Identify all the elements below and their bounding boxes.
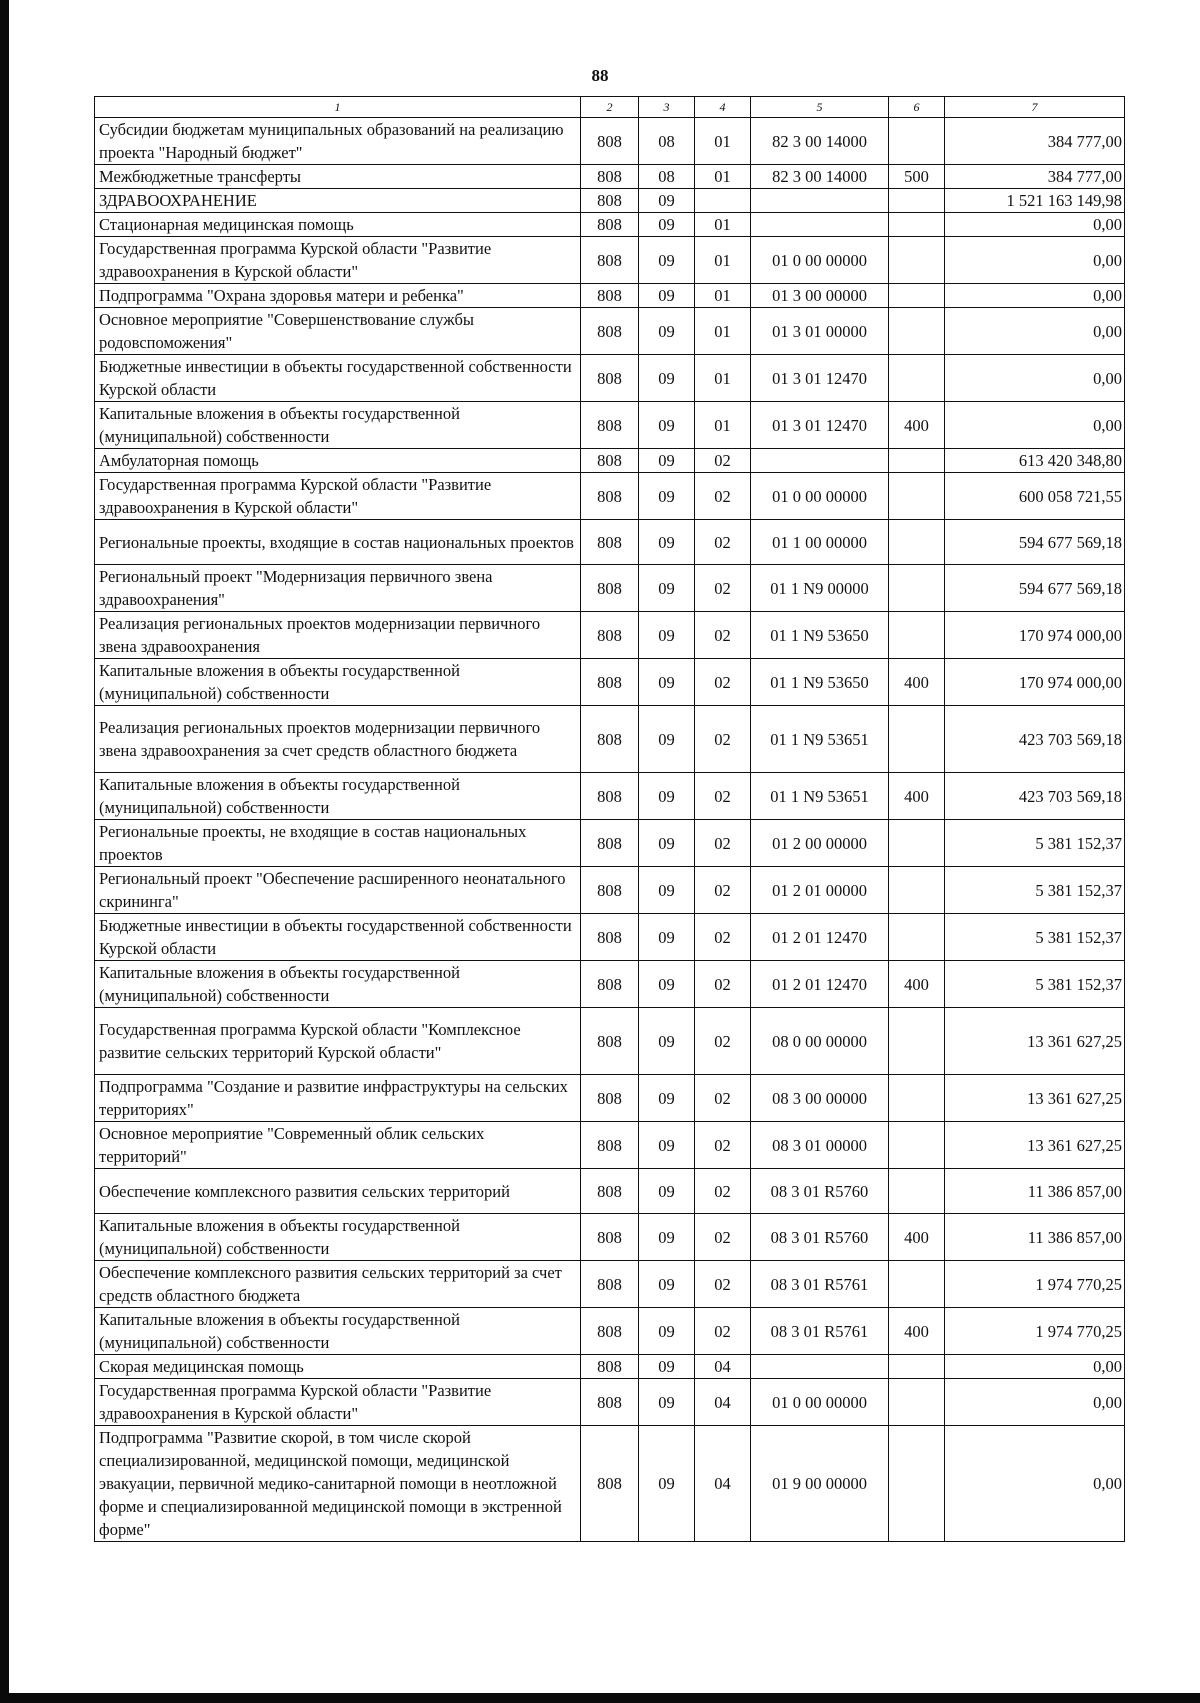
scan-edge-bottom xyxy=(0,1693,1200,1703)
ministry-code: 808 xyxy=(581,1355,639,1379)
table-row xyxy=(95,1169,1125,1214)
table-row xyxy=(95,565,1125,612)
amount: 170 974 000,00 xyxy=(945,659,1125,706)
target-article-code: 01 1 00 00000 xyxy=(751,520,889,565)
section-code: 09 xyxy=(639,1355,695,1379)
ministry-code: 808 xyxy=(581,961,639,1008)
table-row xyxy=(95,118,1125,165)
subsection-code: 01 xyxy=(695,237,751,284)
target-article-code: 08 3 01 R5760 xyxy=(751,1169,889,1214)
ministry-code: 808 xyxy=(581,118,639,165)
amount: 0,00 xyxy=(945,402,1125,449)
section-code: 09 xyxy=(639,473,695,520)
section-code: 09 xyxy=(639,213,695,237)
subsection-code: 01 xyxy=(695,355,751,402)
section-code: 09 xyxy=(639,189,695,213)
ministry-code: 808 xyxy=(581,565,639,612)
section-code: 09 xyxy=(639,773,695,820)
row-name: Межбюджетные трансферты xyxy=(95,165,581,189)
table-row xyxy=(95,449,1125,473)
target-article-code: 01 1 N9 53651 xyxy=(751,706,889,773)
ministry-code: 808 xyxy=(581,1379,639,1426)
ministry-code: 808 xyxy=(581,914,639,961)
table-row xyxy=(95,612,1125,659)
expense-type-code xyxy=(889,189,945,213)
subsection-code: 04 xyxy=(695,1379,751,1426)
row-name: Региональный проект "Модернизация первичного звена здравоохранения" xyxy=(95,565,581,612)
row-name: ЗДРАВООХРАНЕНИЕ xyxy=(95,189,581,213)
table-row xyxy=(95,1426,1125,1542)
subsection-code: 04 xyxy=(695,1426,751,1542)
amount: 600 058 721,55 xyxy=(945,473,1125,520)
target-article-code: 01 2 01 00000 xyxy=(751,867,889,914)
target-article-code: 01 3 01 12470 xyxy=(751,402,889,449)
expense-type-code xyxy=(889,820,945,867)
target-article-code: 08 3 01 R5761 xyxy=(751,1261,889,1308)
table-row xyxy=(95,1355,1125,1379)
expense-type-code xyxy=(889,355,945,402)
expense-type-code: 400 xyxy=(889,961,945,1008)
section-code: 09 xyxy=(639,1169,695,1214)
target-article-code: 01 3 00 00000 xyxy=(751,284,889,308)
expense-type-code xyxy=(889,1075,945,1122)
expense-type-code xyxy=(889,473,945,520)
amount: 170 974 000,00 xyxy=(945,612,1125,659)
subsection-code: 01 xyxy=(695,308,751,355)
column-number: 6 xyxy=(889,97,945,118)
row-name: Амбулаторная помощь xyxy=(95,449,581,473)
section-code: 09 xyxy=(639,961,695,1008)
ministry-code: 808 xyxy=(581,820,639,867)
section-code: 09 xyxy=(639,1122,695,1169)
expense-type-code xyxy=(889,867,945,914)
amount: 0,00 xyxy=(945,237,1125,284)
target-article-code: 01 1 N9 53650 xyxy=(751,612,889,659)
amount: 384 777,00 xyxy=(945,165,1125,189)
target-article-code: 01 9 00 00000 xyxy=(751,1426,889,1542)
expense-type-code xyxy=(889,1008,945,1075)
amount: 5 381 152,37 xyxy=(945,961,1125,1008)
subsection-code: 02 xyxy=(695,1008,751,1075)
subsection-code: 02 xyxy=(695,961,751,1008)
amount: 0,00 xyxy=(945,1379,1125,1426)
section-code: 09 xyxy=(639,612,695,659)
section-code: 09 xyxy=(639,1214,695,1261)
subsection-code: 02 xyxy=(695,1261,751,1308)
subsection-code: 04 xyxy=(695,1355,751,1379)
row-name: Подпрограмма "Создание и развитие инфраструктуры на сельских территориях" xyxy=(95,1075,581,1122)
table-row xyxy=(95,1008,1125,1075)
subsection-code: 02 xyxy=(695,773,751,820)
table-row xyxy=(95,473,1125,520)
target-article-code: 01 1 N9 00000 xyxy=(751,565,889,612)
amount: 423 703 569,18 xyxy=(945,773,1125,820)
target-article-code: 82 3 00 14000 xyxy=(751,118,889,165)
table-row xyxy=(95,773,1125,820)
page-number: 88 xyxy=(591,66,609,85)
budget-table xyxy=(94,96,1125,1542)
ministry-code: 808 xyxy=(581,1008,639,1075)
section-code: 09 xyxy=(639,402,695,449)
target-article-code: 01 2 01 12470 xyxy=(751,961,889,1008)
amount: 384 777,00 xyxy=(945,118,1125,165)
ministry-code: 808 xyxy=(581,1169,639,1214)
ministry-code: 808 xyxy=(581,612,639,659)
subsection-code: 02 xyxy=(695,473,751,520)
ministry-code: 808 xyxy=(581,237,639,284)
target-article-code: 01 2 00 00000 xyxy=(751,820,889,867)
table-row xyxy=(95,1308,1125,1355)
expense-type-code: 400 xyxy=(889,402,945,449)
target-article-code: 08 0 00 00000 xyxy=(751,1008,889,1075)
expense-type-code xyxy=(889,914,945,961)
table-row xyxy=(95,914,1125,961)
amount: 5 381 152,37 xyxy=(945,914,1125,961)
subsection-code: 02 xyxy=(695,820,751,867)
subsection-code: 01 xyxy=(695,402,751,449)
subsection-code: 01 xyxy=(695,165,751,189)
expense-type-code xyxy=(889,213,945,237)
row-name: Региональный проект "Обеспечение расширенного неонатального скрининга" xyxy=(95,867,581,914)
target-article-code xyxy=(751,449,889,473)
subsection-code: 02 xyxy=(695,659,751,706)
target-article-code: 01 0 00 00000 xyxy=(751,473,889,520)
table-row xyxy=(95,706,1125,773)
column-number: 4 xyxy=(695,97,751,118)
ministry-code: 808 xyxy=(581,189,639,213)
ministry-code: 808 xyxy=(581,1261,639,1308)
row-name: Капитальные вложения в объекты государственной (муниципальной) собственности xyxy=(95,402,581,449)
subsection-code: 02 xyxy=(695,914,751,961)
expense-type-code xyxy=(889,706,945,773)
ministry-code: 808 xyxy=(581,355,639,402)
subsection-code: 02 xyxy=(695,449,751,473)
section-code: 09 xyxy=(639,565,695,612)
ministry-code: 808 xyxy=(581,1214,639,1261)
table-row xyxy=(95,820,1125,867)
expense-type-code xyxy=(889,1169,945,1214)
section-code: 09 xyxy=(639,1075,695,1122)
target-article-code: 01 1 N9 53651 xyxy=(751,773,889,820)
amount: 1 974 770,25 xyxy=(945,1308,1125,1355)
table-row xyxy=(95,189,1125,213)
expense-type-code xyxy=(889,565,945,612)
amount: 0,00 xyxy=(945,355,1125,402)
row-name: Подпрограмма "Охрана здоровья матери и ребенка" xyxy=(95,284,581,308)
subsection-code: 02 xyxy=(695,1075,751,1122)
ministry-code: 808 xyxy=(581,1426,639,1542)
table-row xyxy=(95,659,1125,706)
target-article-code: 08 3 01 R5760 xyxy=(751,1214,889,1261)
expense-type-code xyxy=(889,284,945,308)
row-name: Капитальные вложения в объекты государственной (муниципальной) собственности xyxy=(95,659,581,706)
table-row xyxy=(95,520,1125,565)
row-name: Капитальные вложения в объекты государственной (муниципальной) собственности xyxy=(95,961,581,1008)
section-code: 09 xyxy=(639,308,695,355)
amount: 13 361 627,25 xyxy=(945,1122,1125,1169)
ministry-code: 808 xyxy=(581,867,639,914)
table-row xyxy=(95,213,1125,237)
column-number: 7 xyxy=(945,97,1125,118)
section-code: 09 xyxy=(639,284,695,308)
section-code: 09 xyxy=(639,914,695,961)
amount: 1 974 770,25 xyxy=(945,1261,1125,1308)
expense-type-code xyxy=(889,237,945,284)
expense-type-code xyxy=(889,118,945,165)
target-article-code: 01 3 01 12470 xyxy=(751,355,889,402)
target-article-code: 08 3 00 00000 xyxy=(751,1075,889,1122)
expense-type-code xyxy=(889,1379,945,1426)
row-name: Скорая медицинская помощь xyxy=(95,1355,581,1379)
target-article-code xyxy=(751,189,889,213)
ministry-code: 808 xyxy=(581,449,639,473)
ministry-code: 808 xyxy=(581,773,639,820)
amount: 13 361 627,25 xyxy=(945,1008,1125,1075)
section-code: 09 xyxy=(639,1308,695,1355)
table-row xyxy=(95,867,1125,914)
row-name: Государственная программа Курской области "Развитие здравоохранения в Курской области" xyxy=(95,473,581,520)
amount: 0,00 xyxy=(945,284,1125,308)
row-name: Государственная программа Курской области "Развитие здравоохранения в Курской области" xyxy=(95,1379,581,1426)
row-name: Обеспечение комплексного развития сельских территорий xyxy=(95,1169,581,1214)
row-name: Бюджетные инвестиции в объекты государственной собственности Курской области xyxy=(95,914,581,961)
ministry-code: 808 xyxy=(581,1122,639,1169)
amount: 13 361 627,25 xyxy=(945,1075,1125,1122)
ministry-code: 808 xyxy=(581,520,639,565)
table-row xyxy=(95,284,1125,308)
table-row xyxy=(95,1379,1125,1426)
amount: 594 677 569,18 xyxy=(945,520,1125,565)
subsection-code: 02 xyxy=(695,1214,751,1261)
target-article-code: 08 3 01 00000 xyxy=(751,1122,889,1169)
ministry-code: 808 xyxy=(581,402,639,449)
subsection-code: 02 xyxy=(695,1122,751,1169)
ministry-code: 808 xyxy=(581,308,639,355)
target-article-code: 01 3 01 00000 xyxy=(751,308,889,355)
target-article-code: 82 3 00 14000 xyxy=(751,165,889,189)
section-code: 09 xyxy=(639,706,695,773)
section-code: 09 xyxy=(639,1008,695,1075)
amount: 0,00 xyxy=(945,1426,1125,1542)
target-article-code: 01 1 N9 53650 xyxy=(751,659,889,706)
column-number: 1 xyxy=(95,97,581,118)
table-row xyxy=(95,237,1125,284)
section-code: 09 xyxy=(639,867,695,914)
section-code: 09 xyxy=(639,820,695,867)
amount: 0,00 xyxy=(945,213,1125,237)
section-code: 08 xyxy=(639,118,695,165)
row-name: Основное мероприятие "Современный облик сельских территорий" xyxy=(95,1122,581,1169)
subsection-code: 02 xyxy=(695,867,751,914)
amount: 11 386 857,00 xyxy=(945,1214,1125,1261)
amount: 5 381 152,37 xyxy=(945,867,1125,914)
subsection-code: 01 xyxy=(695,118,751,165)
column-number: 5 xyxy=(751,97,889,118)
amount: 5 381 152,37 xyxy=(945,820,1125,867)
row-name: Региональные проекты, не входящие в состав национальных проектов xyxy=(95,820,581,867)
column-number: 3 xyxy=(639,97,695,118)
row-name: Государственная программа Курской области "Комплексное развитие сельских территорий Курской области" xyxy=(95,1008,581,1075)
section-code: 09 xyxy=(639,1426,695,1542)
ministry-code: 808 xyxy=(581,284,639,308)
table-body xyxy=(95,118,1125,1542)
amount: 594 677 569,18 xyxy=(945,565,1125,612)
expense-type-code xyxy=(889,1355,945,1379)
subsection-code xyxy=(695,189,751,213)
table-row xyxy=(95,402,1125,449)
ministry-code: 808 xyxy=(581,165,639,189)
subsection-code: 01 xyxy=(695,213,751,237)
row-name: Государственная программа Курской области "Развитие здравоохранения в Курской области" xyxy=(95,237,581,284)
section-code: 09 xyxy=(639,237,695,284)
row-name: Обеспечение комплексного развития сельских территорий за счет средств областного бюджета xyxy=(95,1261,581,1308)
expense-type-code xyxy=(889,612,945,659)
section-code: 08 xyxy=(639,165,695,189)
scan-edge-left xyxy=(0,0,9,1703)
expense-type-code xyxy=(889,520,945,565)
row-name: Капитальные вложения в объекты государственной (муниципальной) собственности xyxy=(95,1214,581,1261)
row-name: Капитальные вложения в объекты государственной (муниципальной) собственности xyxy=(95,1308,581,1355)
subsection-code: 02 xyxy=(695,612,751,659)
subsection-code: 02 xyxy=(695,565,751,612)
subsection-code: 01 xyxy=(695,284,751,308)
subsection-code: 02 xyxy=(695,520,751,565)
expense-type-code xyxy=(889,1426,945,1542)
target-article-code: 08 3 01 R5761 xyxy=(751,1308,889,1355)
expense-type-code xyxy=(889,1122,945,1169)
target-article-code xyxy=(751,1355,889,1379)
expense-type-code: 400 xyxy=(889,1214,945,1261)
row-name: Бюджетные инвестиции в объекты государственной собственности Курской области xyxy=(95,355,581,402)
ministry-code: 808 xyxy=(581,213,639,237)
table-row xyxy=(95,165,1125,189)
expense-type-code: 400 xyxy=(889,659,945,706)
row-name: Основное мероприятие "Совершенствование службы родовспоможения" xyxy=(95,308,581,355)
expense-type-code xyxy=(889,449,945,473)
row-name: Подпрограмма "Развитие скорой, в том числе скорой специализированной, медицинской помощи, медицинской эвакуации, первичной медико-санитарной помощи в неотложной форме и специализированной медицинской помощи в экстренной форме" xyxy=(95,1426,581,1542)
amount: 613 420 348,80 xyxy=(945,449,1125,473)
row-name: Стационарная медицинская помощь xyxy=(95,213,581,237)
ministry-code: 808 xyxy=(581,659,639,706)
row-name: Реализация региональных проектов модернизации первичного звена здравоохранения за счет средств областного бюджета xyxy=(95,706,581,773)
column-number-row xyxy=(95,97,1125,118)
row-name: Реализация региональных проектов модернизации первичного звена здравоохранения xyxy=(95,612,581,659)
ministry-code: 808 xyxy=(581,1308,639,1355)
ministry-code: 808 xyxy=(581,706,639,773)
row-name: Субсидии бюджетам муниципальных образований на реализацию проекта "Народный бюджет" xyxy=(95,118,581,165)
row-name: Региональные проекты, входящие в состав национальных проектов xyxy=(95,520,581,565)
table-row xyxy=(95,1075,1125,1122)
subsection-code: 02 xyxy=(695,1308,751,1355)
expense-type-code: 400 xyxy=(889,773,945,820)
target-article-code: 01 2 01 12470 xyxy=(751,914,889,961)
section-code: 09 xyxy=(639,1379,695,1426)
section-code: 09 xyxy=(639,355,695,402)
section-code: 09 xyxy=(639,659,695,706)
ministry-code: 808 xyxy=(581,473,639,520)
section-code: 09 xyxy=(639,520,695,565)
table-row xyxy=(95,1214,1125,1261)
expense-type-code: 500 xyxy=(889,165,945,189)
target-article-code xyxy=(751,213,889,237)
table-row xyxy=(95,1122,1125,1169)
table-row xyxy=(95,1261,1125,1308)
amount: 1 521 163 149,98 xyxy=(945,189,1125,213)
subsection-code: 02 xyxy=(695,1169,751,1214)
expense-type-code xyxy=(889,308,945,355)
amount: 423 703 569,18 xyxy=(945,706,1125,773)
amount: 0,00 xyxy=(945,308,1125,355)
amount: 11 386 857,00 xyxy=(945,1169,1125,1214)
column-number: 2 xyxy=(581,97,639,118)
subsection-code: 02 xyxy=(695,706,751,773)
section-code: 09 xyxy=(639,1261,695,1308)
row-name: Капитальные вложения в объекты государственной (муниципальной) собственности xyxy=(95,773,581,820)
amount: 0,00 xyxy=(945,1355,1125,1379)
table-row xyxy=(95,308,1125,355)
expense-type-code: 400 xyxy=(889,1308,945,1355)
table-row xyxy=(95,961,1125,1008)
target-article-code: 01 0 00 00000 xyxy=(751,237,889,284)
ministry-code: 808 xyxy=(581,1075,639,1122)
expense-type-code xyxy=(889,1261,945,1308)
table-row xyxy=(95,355,1125,402)
section-code: 09 xyxy=(639,449,695,473)
target-article-code: 01 0 00 00000 xyxy=(751,1379,889,1426)
